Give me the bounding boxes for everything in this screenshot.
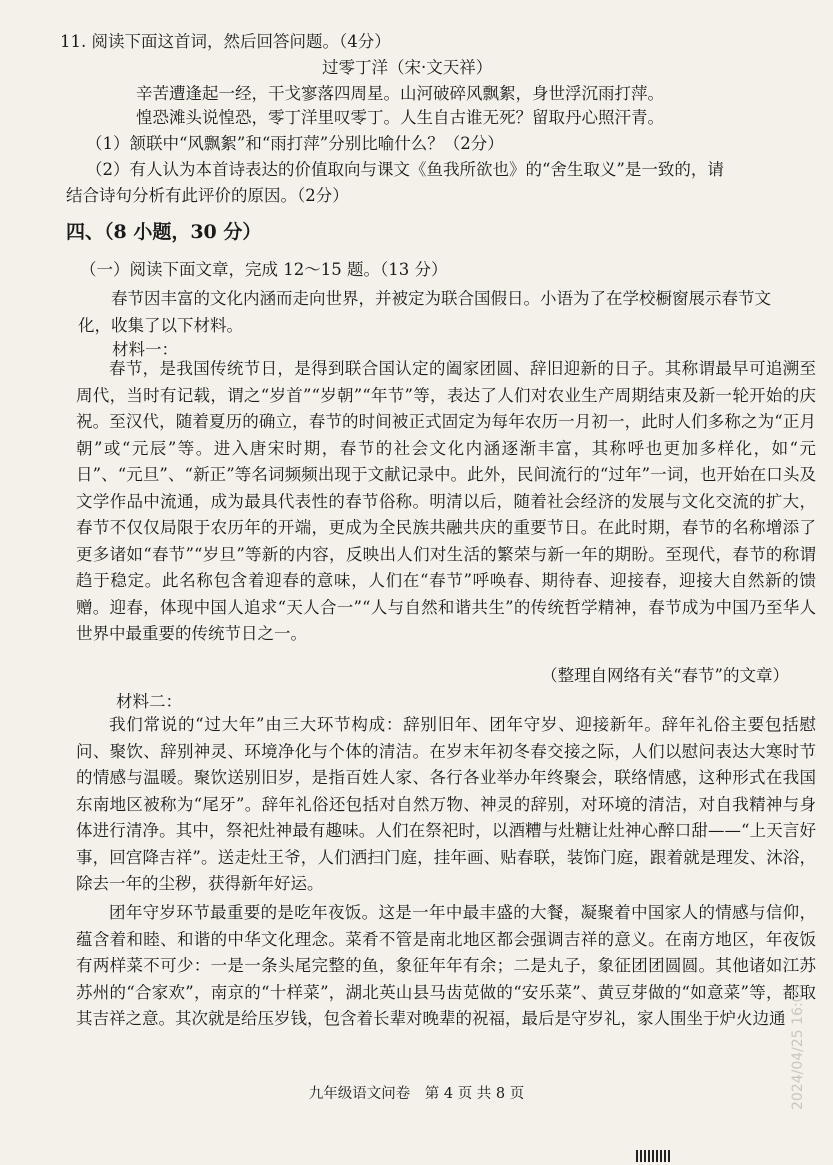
poem-title: 过零丁洋（宋·文天祥） xyxy=(322,58,493,77)
material-1-text: 春节，是我国传统节日，是得到联合国认定的阖家团圆、辞旧迎新的日子。其称谓最早可追溯至周代，当时有记载，谓之“岁首”“岁朝”“年节”等，表达了人们对农业生产周期结束及新一轮开始的庆祝。至汉代，随着夏历的确立，春节的时间被正式固定为每年农历一月初一，此时人们多称之为“正月朝”或“元辰”等。进入唐宋时期，春节的社会文化内涵逐渐丰富，其称呼也更加多样化，如“元日”、“元旦”、“新正”等名词频频出现于文献记录中。此外，民间流行的“过年”一词，也开始在口头及文学作品中流通，成为最具代表性的春节俗称。明清以后，随着社会经济的发展与文化交流的扩大，春节不仅仅局限于农历年的开端，更成为全民族共融共庆的重要节日。在此时期，春节的名称增添了更多诸如“春节”“岁旦”等新的内容，反映出人们对生活的繁荣与新一年的期盼。至现代，春节的称谓趋于稳定。此名称包含着迎春的意味，人们在“春节”呼唤春、期待春、迎接春，迎接大自然新的馈赠。迎春，体现中国人追求“天人合一”“人与自然和谐共生”的传统哲学精神，春节成为中国乃至华人世界中最重要的传统节日之一。 xyxy=(76,359,816,643)
qr-code-icon xyxy=(636,1150,670,1162)
intro-paragraph: 春节因丰富的文化内涵而走向世界，并被定为联合国假日。小语为了在学校橱窗展示春节文化，收集了以下材料。 xyxy=(78,289,771,335)
material-1-source: （整理自网络有关“春节”的文章） xyxy=(541,666,789,685)
material-1-label: 材料一： xyxy=(112,340,178,359)
subquestion-2-continued: 结合诗句分析有此评价的原因。（2分） xyxy=(66,186,349,205)
poem-line-2: 惶恐滩头说惶恐，零丁洋里叹零丁。人生自古谁无死？留取丹心照汗青。 xyxy=(136,108,664,127)
material-2-text: 我们常说的“过大年”由三大环节构成：辞别旧年、团年守岁、迎接新年。辞年礼俗主要包括慰问、聚饮、辞别神灵、环境净化与个体的清洁。在岁末年初冬春交接之际，人们以慰问表达大寒时节的情感与温暖。聚饮送别旧岁，是指百姓人家、各行各业举办年终聚会，联络情感，这种形式在我国东南地区被称为“尾牙”。辞年礼俗还包括对自然万物、神灵的辞别，对环境的清洁，对自我精神与身体进行清净。其中，祭祀灶神最有趣味。人们在祭祀时，以酒糟与灶糖让灶神心醉口甜——“上天言好事，回宫降吉祥”。送走灶王爷，人们洒扫门庭，挂年画、贴春联，装饰门庭，跟着就是理发、沐浴，除去一年的尘秽，获得新年好运。 xyxy=(76,715,816,893)
section-heading: 四、（8 小题，30 分） xyxy=(66,221,262,243)
material-2-text-continued: 团年守岁环节最重要的是吃年夜饭。这是一年中最丰盛的大餐，凝聚着中国家人的情感与信仰，蕴含着和睦、和谐的中华文化理念。菜肴不管是南北地区都会强调吉祥的意义。在南方地区，年夜饭有两样菜不可少：一是一条头尾完整的鱼，象征年年有余；二是丸子，象征团团圆圆。其他诸如江苏苏州的“合家欢”，南京的“十样菜”，湖北英山县马齿苋做的“安乐菜”、黄豆芽做的“如意菜”等，都取其吉祥之意。其次就是给压岁钱，包含着长辈对晚辈的祝福，最后是守岁礼，家人围坐于炉火边通 xyxy=(76,903,816,1028)
part-heading: （一）阅读下面文章，完成 12～15 题。（13 分） xyxy=(80,260,448,279)
subquestion-2: （2）有人认为本首诗表达的价值取向与课文《鱼我所欲也》的“舍生取义”是一致的，请 xyxy=(86,160,724,179)
question-11-heading: 11. 阅读下面这首词，然后回答问题。（4分） xyxy=(60,32,391,51)
timestamp-watermark: 2024/04/25 16:05 xyxy=(790,984,806,1110)
page-footer: 九年级语文问卷 第 4 页 共 8 页 xyxy=(308,1086,525,1102)
subquestion-1: （1）颔联中“风飘絮”和“雨打萍”分别比喻什么？（2分） xyxy=(86,134,504,153)
poem-line-1: 辛苦遭逢起一经，干戈寥落四周星。山河破碎风飘絮，身世浮沉雨打萍。 xyxy=(136,84,664,103)
material-2-label: 材料二： xyxy=(116,692,182,711)
